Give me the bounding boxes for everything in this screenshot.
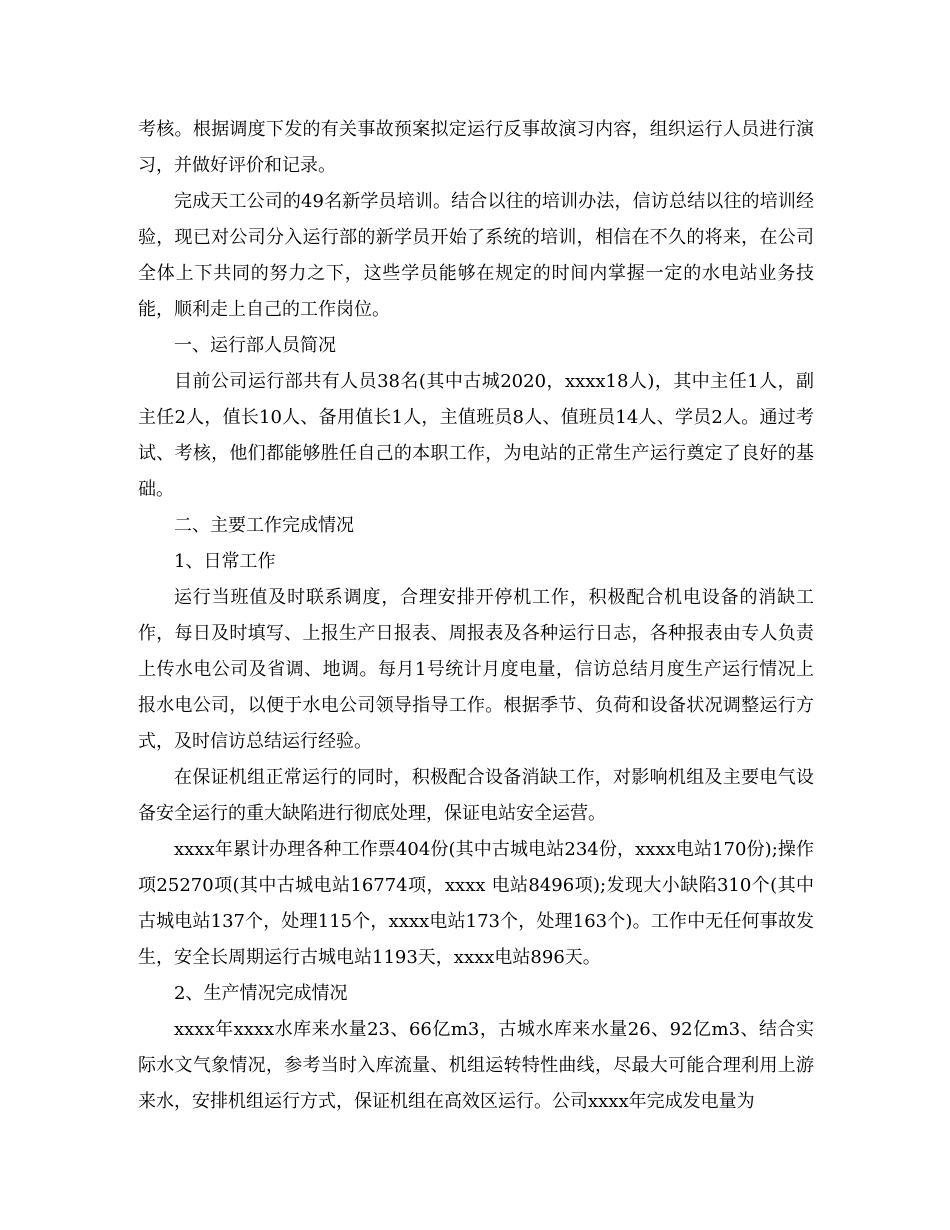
paragraph: 目前公司运行部共有人员38名(其中古城2020，xxxx18人)，其中主任1人，副主任2人，值长10人、备用值长1人，主值班员8人、值班员14人、学员2人。通过考试、考核，他们都能够胜任自己的本职工作，为电站的正常生产运行奠定了良好的基础。 — [138, 371, 814, 500]
subsection-heading: 2、生产情况完成情况 — [174, 983, 348, 1004]
document-body — [138, 112, 814, 1120]
paragraph: xxxx年xxxx水库来水量23、66亿m3，古城水库来水量26、92亿m3、结合实际水文气象情况，参考当时入库流量、机组运转特性曲线，尽最大可能合理利用上游来水，安排机组运行方式，保证机组在高效区运行。公司xxxx年完成发电量为 — [138, 1019, 814, 1112]
section-heading: 一、运行部人员简况 — [174, 335, 336, 356]
subsection-heading: 1、日常工作 — [174, 551, 276, 572]
section-heading: 二、主要工作完成情况 — [174, 515, 354, 536]
paragraph: 完成天工公司的49名新学员培训。结合以往的培训办法，信访总结以往的培训经验，现已对公司分入运行部的新学员开始了系统的培训，相信在不久的将来，在公司全体上下共同的努力之下，这些学员能够在规定的时间内掌握一定的水电站业务技能，顺利走上自己的工作岗位。 — [138, 191, 814, 320]
paragraph: 考核。根据调度下发的有关事故预案拟定运行反事故演习内容，组织运行人员进行演习，并做好评价和记录。 — [138, 119, 814, 176]
paragraph: 运行当班值及时联系调度，合理安排开停机工作，积极配合机电设备的消缺工作，每日及时填写、上报生产日报表、周报表及各种运行日志，各种报表由专人负责上传水电公司及省调、地调。每月1号统计月度电量，信访总结月度生产运行情况上报水电公司，以便于水电公司领导指导工作。根据季节、负荷和设备状况调整运行方式，及时信访总结运行经验。 — [138, 587, 814, 752]
paragraph: xxxx年累计办理各种工作票404份(其中古城电站234份，xxxx电站170份);操作项25270项(其中古城电站16774项，xxxx 电站8496项);发现大小缺陷310个(其中古城电站137个，处理115个，xxxx电站173个，处理163个)。工作中无任何事故发生，安全长周期运行古城电站1193天，xxxx电站896天。 — [138, 839, 814, 968]
paragraph: 在保证机组正常运行的同时，积极配合设备消缺工作，对影响机组及主要电气设备安全运行的重大缺陷进行彻底处理，保证电站安全运营。 — [138, 767, 814, 824]
